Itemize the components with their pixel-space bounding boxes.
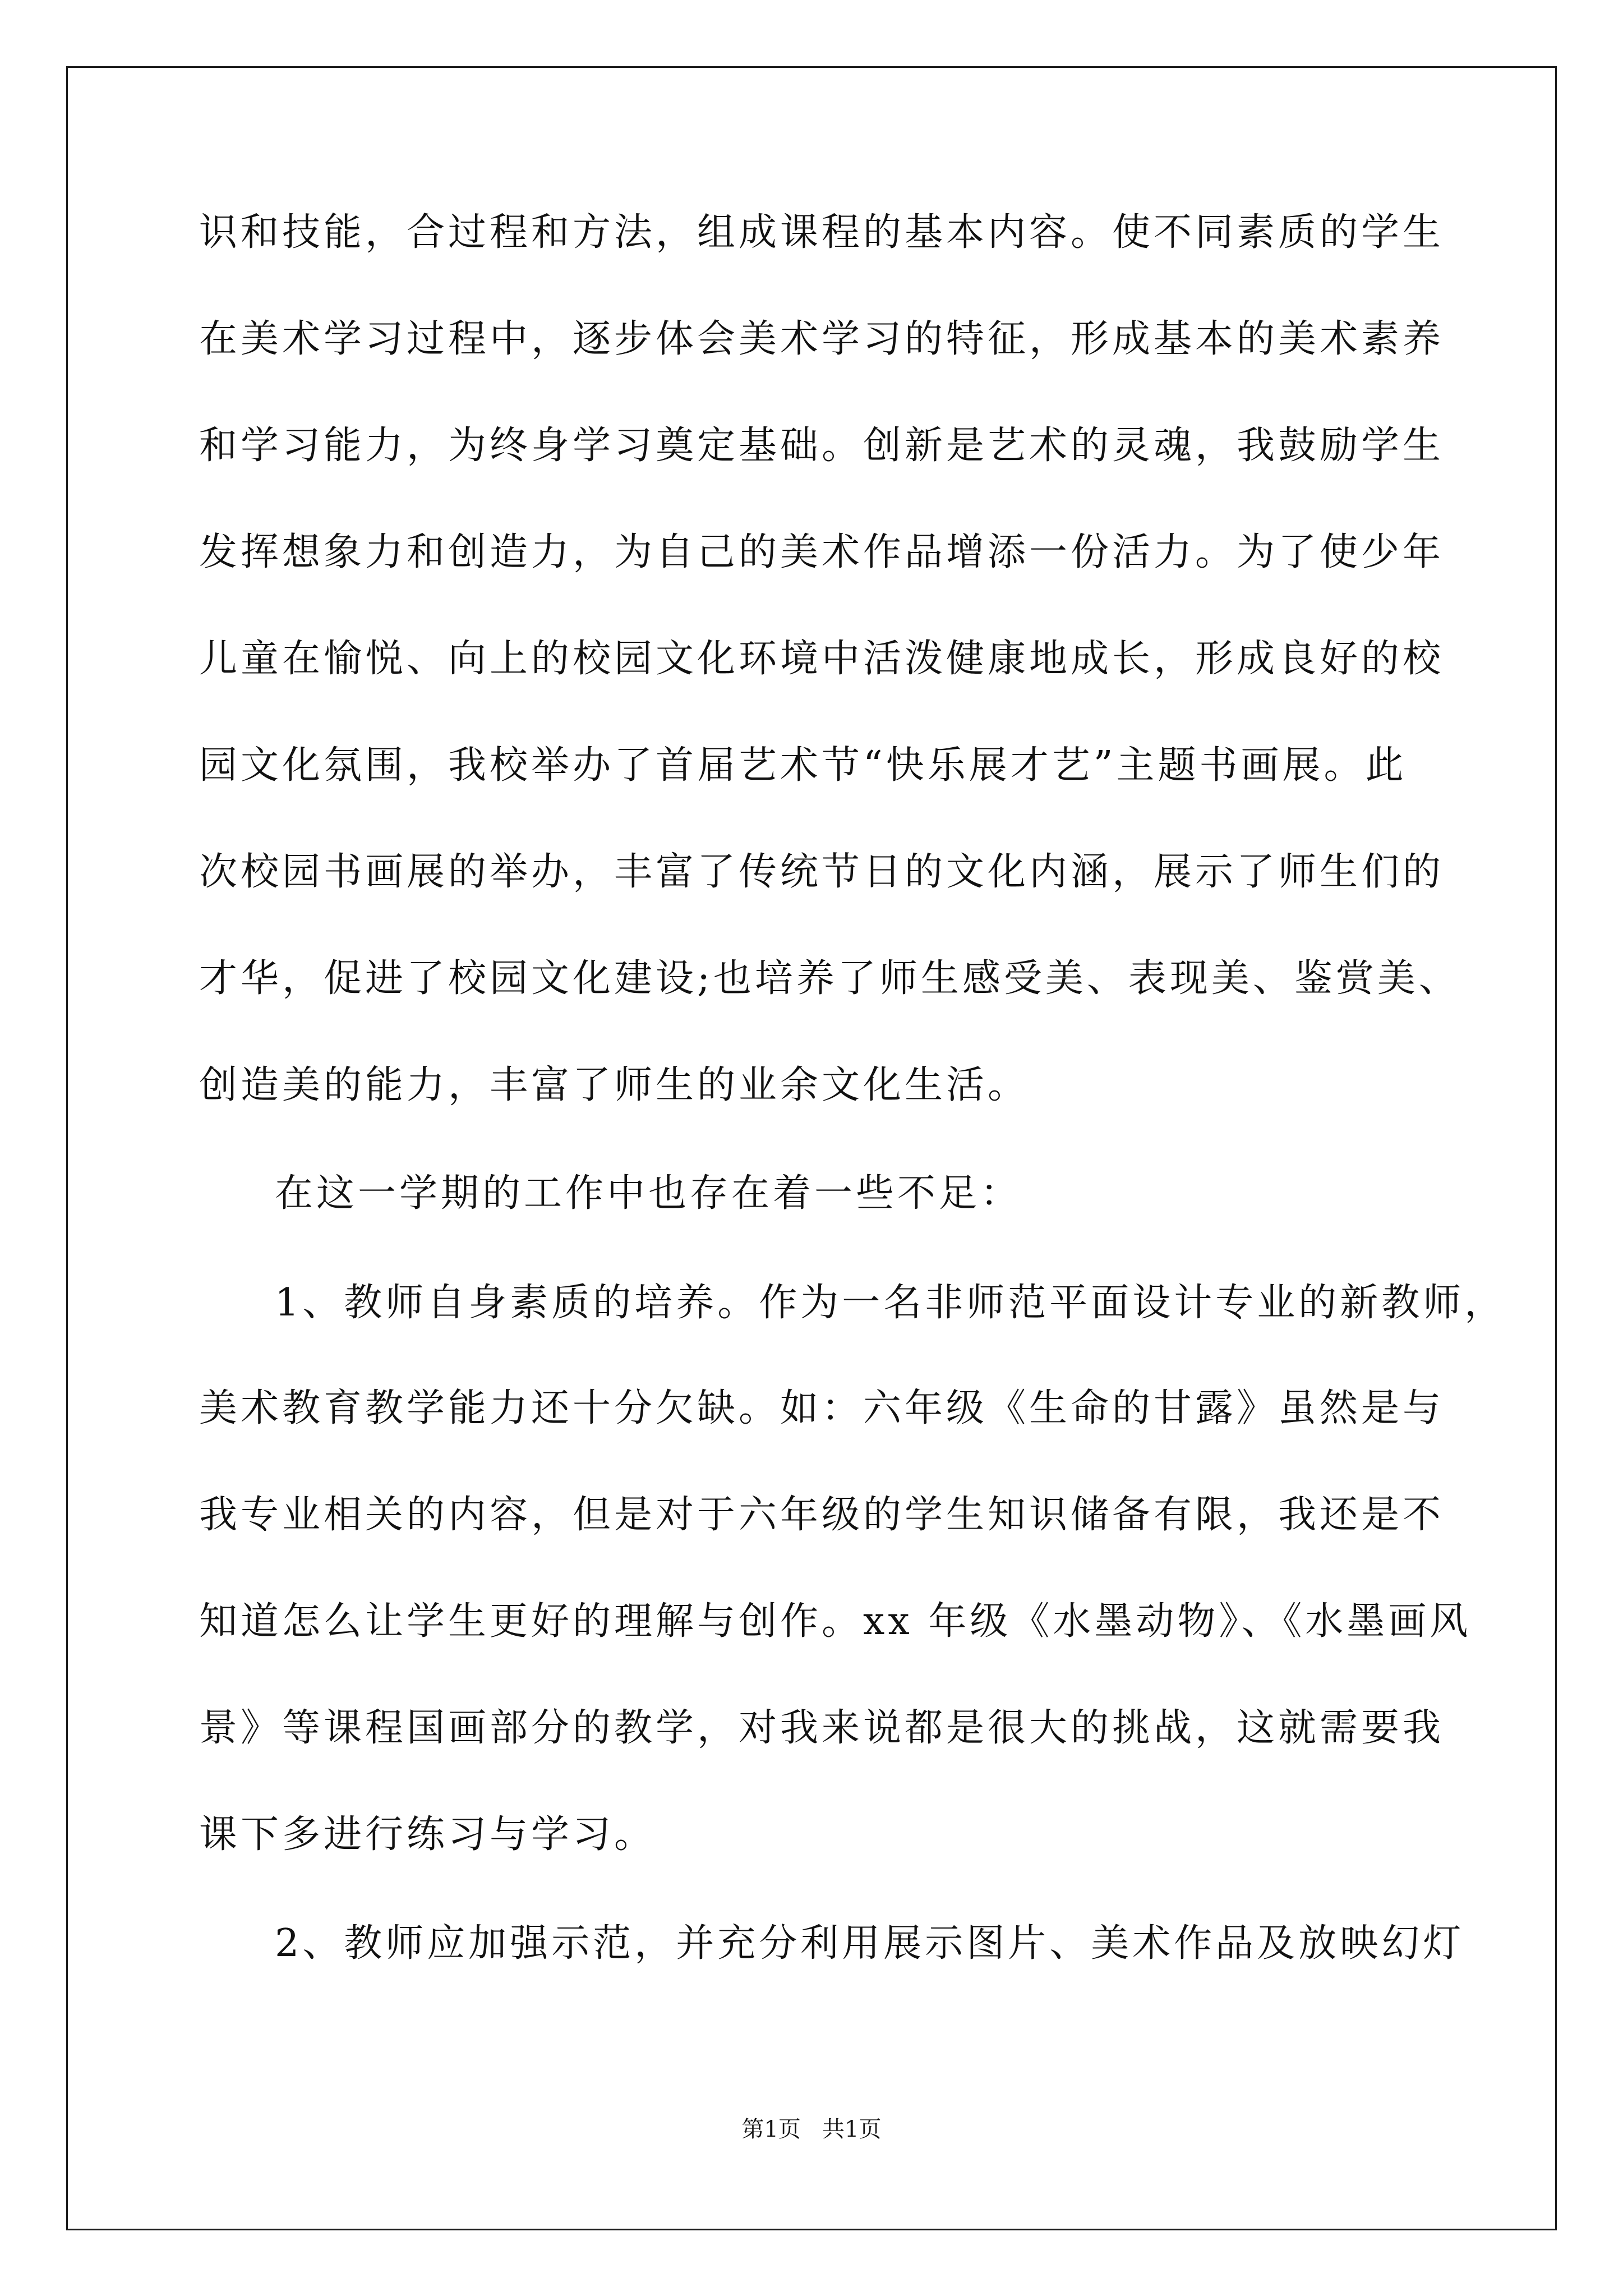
text-line: 才华，促进了校园文化建设;也培养了师生感受美、表现美、鉴赏美、 — [199, 956, 1460, 1001]
page-border — [66, 66, 1557, 2230]
paragraph-first-line: 1、教师自身素质的培养。作为一名非师范平面设计专业的新教师， — [275, 1281, 1506, 1325]
text-line: 景》等课程国画部分的教学，对我来说都是很大的挑战，这就需要我 — [199, 1706, 1445, 1750]
text-line: 美术教育教学能力还十分欠缺。如：六年级《生命的甘露》虽然是与 — [199, 1386, 1445, 1430]
paragraph-first-line: 在这一学期的工作中也存在着一些不足： — [275, 1171, 1022, 1216]
paragraph-first-line: 2、教师应加强示范，并充分利用展示图片、美术作品及放映幻灯 — [275, 1921, 1465, 1966]
text-line: 我专业相关的内容，但是对于六年级的学生知识储备有限，我还是不 — [199, 1493, 1445, 1537]
text-line: 识和技能，合过程和方法，组成课程的基本内容。使不同素质的学生 — [199, 210, 1445, 255]
text-line: 知道怎么让学生更好的理解与创作。xx 年级《水墨动物》、《水墨画风 — [199, 1599, 1472, 1644]
text-line: 次校园书画展的举办，丰富了传统节日的文化内涵，展示了师生们的 — [199, 850, 1445, 894]
text-line: 创造美的能力，丰富了师生的业余文化生活。 — [199, 1063, 1030, 1107]
text-line: 儿童在愉悦、向上的校园文化环境中活泼健康地成长，形成良好的校 — [199, 637, 1445, 681]
page-number-footer: 第1页 共1页 — [741, 2116, 882, 2142]
text-line: 课下多进行练习与学习。 — [199, 1812, 656, 1857]
text-line: 园文化氛围，我校举办了首届艺术节“快乐展才艺”主题书画展。此 — [199, 743, 1407, 788]
text-line: 发挥想象力和创造力，为自己的美术作品增添一份活力。为了使少年 — [199, 530, 1445, 574]
text-line: 在美术学习过程中，逐步体会美术学习的特征，形成基本的美术素养 — [199, 317, 1445, 361]
text-line: 和学习能力，为终身学习奠定基础。创新是艺术的灵魂，我鼓励学生 — [199, 424, 1445, 468]
